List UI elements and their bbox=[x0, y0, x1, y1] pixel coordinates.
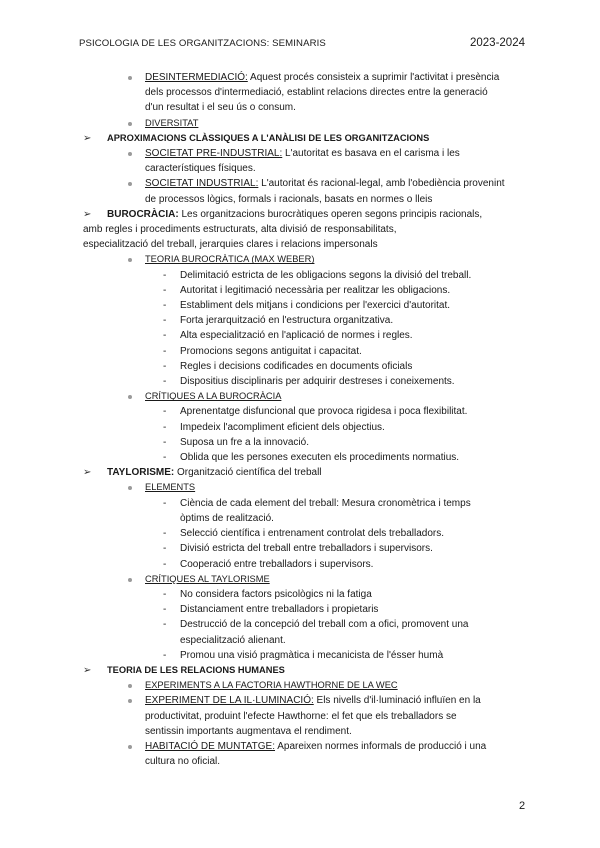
list-item bbox=[0, 435, 600, 450]
bullet-dot-icon bbox=[128, 182, 132, 186]
term-label: SOCIETAT PRE-INDUSTRIAL: bbox=[145, 148, 283, 160]
list-item-text: Autoritat i legitimació necessària per realitzar les obligacions. bbox=[180, 284, 451, 296]
page-header bbox=[79, 37, 525, 49]
term-label: EXPERIMENT DE LA IL·LUMINACIÓ: bbox=[145, 695, 314, 707]
section-heading-relacions-humanes bbox=[0, 663, 600, 678]
dash-bullet-icon: - bbox=[163, 284, 167, 296]
continuation-line: cultura no oficial. bbox=[145, 756, 221, 768]
list-item bbox=[0, 283, 600, 298]
list-item-text: Dispositius disciplinaris per adquirir destreses i coneixements. bbox=[180, 376, 455, 388]
dash-bullet-icon: - bbox=[163, 330, 167, 342]
bullet-dot-icon bbox=[128, 258, 132, 262]
list-item bbox=[0, 557, 600, 572]
subheading-label: TEORIA BUROCRÀTICA (MAX WEBER) bbox=[145, 254, 315, 265]
bullet-dot-icon bbox=[128, 395, 132, 399]
section-title: BUROCRÀCIA: bbox=[107, 208, 179, 220]
list-item bbox=[0, 541, 600, 556]
list-item-text: Oblida que les persones executen els procediments normatius. bbox=[180, 452, 460, 464]
term-text: L'autoritat és racional-legal, amb l'obediència provenint bbox=[258, 178, 505, 190]
continuation-line: especialització del treball, jerarquies clares i relacions impersonals bbox=[83, 239, 378, 251]
bullet-dot-icon bbox=[128, 699, 132, 703]
bullet-dot-icon bbox=[128, 122, 132, 126]
list-item-pre-industrial bbox=[0, 146, 600, 161]
list-item-desintermediacio bbox=[0, 70, 600, 85]
dash-bullet-icon: - bbox=[163, 315, 167, 327]
subheading-experiments-hawthorne bbox=[0, 678, 600, 693]
bullet-dot-icon bbox=[128, 76, 132, 80]
list-item-text: No considera factors psicològics ni la fatiga bbox=[180, 588, 372, 600]
list-item-text: Promocions segons antiguitat i capacitat. bbox=[180, 345, 362, 357]
term-text: Aquest procés consisteix a suprimir l'activitat i presència bbox=[247, 72, 500, 83]
term-text: Apareixen normes informals de producció i una bbox=[275, 740, 487, 752]
term-label: DESINTERMEDIACIÓ: bbox=[145, 72, 248, 83]
dash-bullet-icon: - bbox=[163, 649, 167, 661]
list-item bbox=[0, 313, 600, 328]
bullet-dot-icon bbox=[128, 684, 132, 688]
term-label: DIVERSITAT bbox=[145, 117, 199, 128]
list-item-text: Establiment dels mitjans i condicions per l'exercici d'autoritat. bbox=[180, 300, 451, 312]
dash-bullet-icon: - bbox=[163, 528, 167, 540]
dash-bullet-icon: - bbox=[163, 300, 167, 312]
dash-bullet-icon: - bbox=[163, 452, 167, 464]
subheading-label: ELEMENTS bbox=[145, 482, 196, 493]
term-label: HABITACIÓ DE MUNTATGE: bbox=[145, 740, 276, 752]
subheading-label: EXPERIMENTS A LA FACTORIA HAWTHORNE DE LA WEC bbox=[145, 680, 398, 691]
list-item bbox=[0, 404, 600, 419]
subheading-critiques-burocracia bbox=[0, 389, 600, 404]
list-item bbox=[0, 420, 600, 435]
section-heading-burocracia bbox=[0, 207, 600, 222]
continuation-line: productivitat, produint l'efecte Hawthorne: el fet que els treballadors se bbox=[145, 710, 457, 722]
dash-bullet-icon: - bbox=[163, 421, 167, 433]
list-item bbox=[0, 587, 600, 602]
dash-bullet-icon: - bbox=[163, 406, 167, 418]
continuation-line: característiques físiques. bbox=[145, 163, 256, 175]
dash-bullet-icon: - bbox=[163, 269, 167, 281]
dash-bullet-icon: - bbox=[163, 543, 167, 555]
section-heading-aproximacions bbox=[0, 131, 600, 146]
arrow-bullet-icon: ➢ bbox=[83, 208, 92, 220]
continuation-line: d'un resultat i el seu ús o consum. bbox=[145, 102, 296, 114]
list-item-text: Suposa un fre a la innovació. bbox=[180, 436, 309, 448]
dash-bullet-icon: - bbox=[163, 558, 167, 570]
document-body bbox=[0, 70, 600, 769]
academic-year: 2023-2024 bbox=[470, 37, 525, 49]
continuation-line: òptims de realització. bbox=[180, 512, 274, 524]
list-item-text: Alta especialització en l'aplicació de normes i regles. bbox=[180, 330, 413, 342]
list-item-text: Divisió estricta del treball entre treballadors i supervisors. bbox=[180, 543, 433, 555]
list-item bbox=[0, 617, 600, 632]
list-item bbox=[0, 648, 600, 663]
section-heading-taylorisme bbox=[0, 465, 600, 480]
section-text: Organització científica del treball bbox=[174, 467, 322, 479]
list-item-text: Selecció científica i entrenament controlat dels treballadors. bbox=[180, 528, 445, 540]
list-item-text: Forta jerarquització en l'estructura organitzativa. bbox=[180, 315, 394, 327]
section-title: APROXIMACIONS CLÀSSIQUES A L'ANÀLISI DE LES ORGANITZACIONS bbox=[107, 132, 430, 143]
list-item-text: Cooperació entre treballadors i supervisors. bbox=[180, 558, 374, 570]
continuation-line: dels processos d'intermediació, establint relacions directes entre la generació bbox=[145, 87, 488, 99]
list-item bbox=[0, 496, 600, 511]
subheading-elements bbox=[0, 480, 600, 495]
dash-bullet-icon: - bbox=[163, 497, 167, 509]
list-item-diversitat bbox=[0, 116, 600, 131]
bullet-dot-icon bbox=[128, 486, 132, 490]
bullet-dot-icon bbox=[128, 578, 132, 582]
list-item-text: Ciència de cada element del treball: Mesura cronomètrica i temps bbox=[180, 497, 471, 509]
subheading-teoria-burocratica bbox=[0, 252, 600, 267]
continuation-line: amb regles i procediments estructurats, alta divisió de responsabilitats, bbox=[83, 224, 397, 236]
list-item-text: Regles i decisions codificades en documents oficials bbox=[180, 360, 413, 372]
section-title: TEORIA DE LES RELACIONS HUMANES bbox=[107, 664, 285, 675]
dash-bullet-icon: - bbox=[163, 376, 167, 388]
term-text: Els nivells d'il·luminació influïen en la bbox=[313, 695, 481, 707]
term-text: L'autoritat es basava en el carisma i les bbox=[282, 148, 460, 160]
list-item-text: Promou una visió pragmàtica i mecanicista de l'ésser humà bbox=[180, 649, 444, 661]
arrow-bullet-icon: ➢ bbox=[83, 664, 92, 676]
list-item bbox=[0, 344, 600, 359]
page-number: 2 bbox=[519, 800, 526, 812]
continuation-line: especialització alienant. bbox=[180, 634, 286, 646]
dash-bullet-icon: - bbox=[163, 604, 167, 616]
document-subject: PSICOLOGIA DE LES ORGANITZACIONS: SEMINARIS bbox=[79, 38, 326, 49]
list-item-industrial bbox=[0, 176, 600, 191]
subheading-label: CRÍTIQUES AL TAYLORISME bbox=[145, 573, 270, 584]
list-item-text: Destrucció de la concepció del treball com a ofici, promovent una bbox=[180, 619, 469, 631]
list-item bbox=[0, 298, 600, 313]
list-item-text: Delimitació estricta de les obligacions segons la divisió del treball. bbox=[180, 269, 472, 281]
dash-bullet-icon: - bbox=[163, 360, 167, 372]
list-item bbox=[0, 328, 600, 343]
bullet-dot-icon bbox=[128, 152, 132, 156]
list-item-muntatge bbox=[0, 739, 600, 754]
subheading-critiques-taylorisme bbox=[0, 572, 600, 587]
continuation-line: de processos lògics, formals i racionals, basats en normes o lleis bbox=[145, 193, 433, 205]
list-item bbox=[0, 450, 600, 465]
continuation-line: sentissin importants augmentava el rendiment. bbox=[145, 725, 352, 737]
bullet-dot-icon bbox=[128, 745, 132, 749]
list-item bbox=[0, 602, 600, 617]
list-item-text: Impedeix l'acompliment eficient dels objectius. bbox=[180, 421, 385, 433]
list-item bbox=[0, 526, 600, 541]
dash-bullet-icon: - bbox=[163, 588, 167, 600]
dash-bullet-icon: - bbox=[163, 619, 167, 631]
arrow-bullet-icon: ➢ bbox=[83, 467, 92, 479]
list-item bbox=[0, 359, 600, 374]
dash-bullet-icon: - bbox=[163, 345, 167, 357]
arrow-bullet-icon: ➢ bbox=[83, 132, 92, 144]
section-text: Les organitzacions burocràtiques operen segons principis racionals, bbox=[178, 208, 483, 220]
list-item bbox=[0, 268, 600, 283]
list-item-text: Distanciament entre treballadors i propietaris bbox=[180, 604, 379, 616]
list-item bbox=[0, 374, 600, 389]
dash-bullet-icon: - bbox=[163, 436, 167, 448]
section-title: TAYLORISME: bbox=[107, 467, 175, 479]
list-item-illuminacio bbox=[0, 693, 600, 708]
list-item-text: Aprenentatge disfuncional que provoca rigidesa i poca flexibilitat. bbox=[180, 406, 468, 418]
term-label: SOCIETAT INDUSTRIAL: bbox=[145, 178, 259, 190]
subheading-label: CRÍTIQUES A LA BUROCRÀCIA bbox=[145, 391, 282, 402]
